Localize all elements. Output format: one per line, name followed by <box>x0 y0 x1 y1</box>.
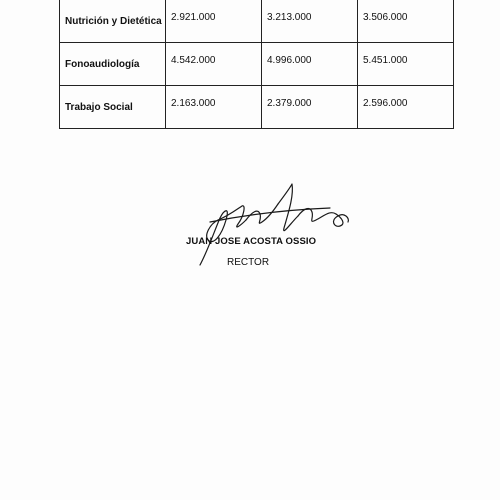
program-cell: Trabajo Social <box>60 86 166 129</box>
fee-table <box>59 0 454 129</box>
value-cell: 5.451.000 <box>358 43 454 86</box>
value-cell: 2.596.000 <box>358 86 454 129</box>
program-cell: Fonoaudiología <box>60 43 166 86</box>
signer-role: RECTOR <box>227 257 270 268</box>
table-row <box>60 86 454 129</box>
signer-name: JUAN JOSE ACOSTA OSSIO <box>186 236 317 247</box>
value-cell: 2.379.000 <box>262 86 358 129</box>
value-cell: 3.213.000 <box>262 0 358 43</box>
value-cell: 4.542.000 <box>166 43 262 86</box>
value-cell: 2.921.000 <box>166 0 262 43</box>
value-cell: 4.996.000 <box>262 43 358 86</box>
value-cell: 3.506.000 <box>358 0 454 43</box>
signature-block <box>180 180 370 280</box>
table-row <box>60 43 454 86</box>
value-cell: 2.163.000 <box>166 86 262 129</box>
table-row <box>60 0 454 43</box>
program-cell: Nutrición y Dietética <box>60 0 166 43</box>
handwritten-signature <box>180 180 370 280</box>
